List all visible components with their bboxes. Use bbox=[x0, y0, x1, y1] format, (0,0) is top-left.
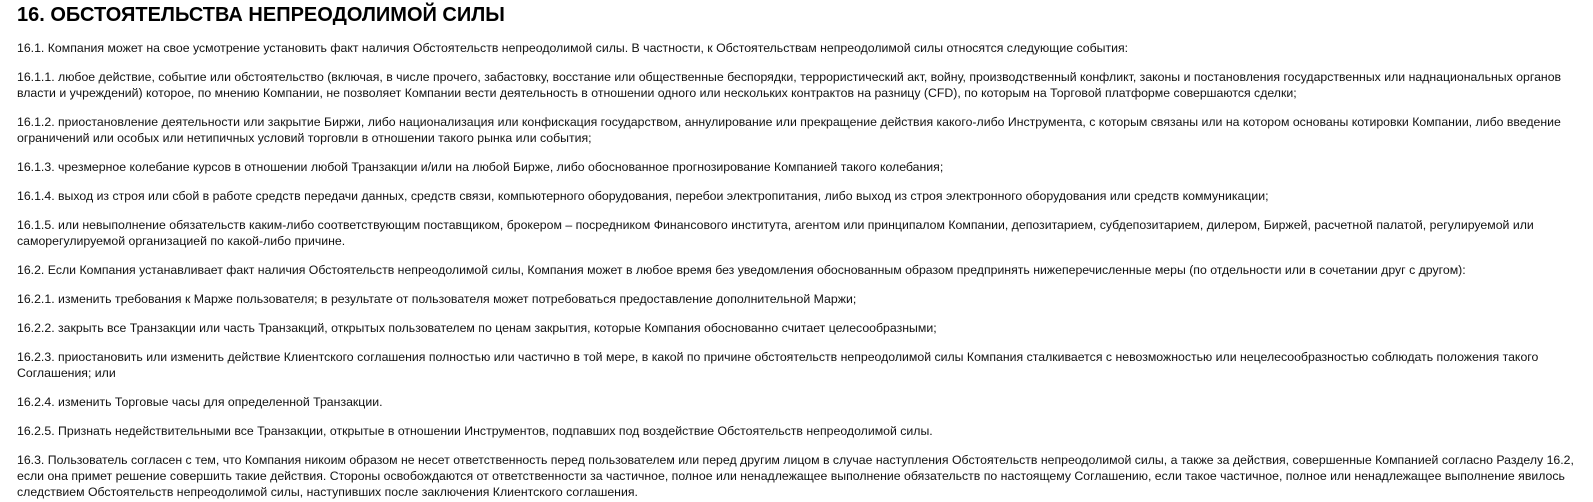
paragraph-16-2-5: 16.2.5. Признать недействительными все Транзакции, открытые в отношении Инструментов, подпавших под воздействие Обстоятельств непреодолимой силы. bbox=[17, 424, 933, 438]
paragraph-16-2-3: 16.2.3. приостановить или изменить действие Клиентского соглашения полностью или частично в той мере, в какой по причине обстоятельств непреодолимой силы Компания сталкивается с невозможностью или нецелесообразностью соблюдать положения такого Соглашения; или bbox=[17, 350, 1539, 380]
paragraph-16-1-1: 16.1.1. любое действие, событие или обстоятельство (включая, в числе прочего, забастовку, восстание или общественные беспорядки, террористический акт, войну, производственный конфликт, законы и постановления государственных или наднациональных органов власти и учреждений) которое, по мнению Компании, не позволяет Компании вести деятельность в отношении одного или нескольких контрактов на разницу (CFD), по которым на Торговой платформе совершаются сделки; bbox=[17, 70, 1562, 100]
paragraph-16-1-4: 16.1.4. выход из строя или сбой в работе средств передачи данных, средств связи, компьютерного оборудования, перебои электропитания, либо выход из строя электронного оборудования или средств коммуникации; bbox=[17, 189, 1269, 203]
paragraph-16-2: 16.2. Если Компания устанавливает факт наличия Обстоятельств непреодолимой силы, Компания может в любое время без уведомления обоснованным образом предпринять нижеперечисленные меры (по отдельности или в сочетании друг с другом): bbox=[17, 263, 1466, 277]
paragraph-16-1-3: 16.1.3. чрезмерное колебание курсов в отношении любой Транзакции и/или на любой Бирже, либо обоснованное прогнозирование Компанией такого колебания; bbox=[17, 160, 944, 174]
paragraph-16-3: 16.3. Пользователь согласен с тем, что Компания никоим образом не несет ответственность перед пользователем или перед другим лицом в случае наступления Обстоятельств непреодолимой силы, а также за действия, совершенные Компанией согласно Разделу 16.2, если она примет решение совершить такие действия. Стороны освобождаются от ответственности за частичное, полное или ненадлежащее выполнение обязательств по настоящему Соглашению, если такое частичное, полное или ненадлежащее выполнение явилось следствием Обстоятельств непреодолимой силы, наступивших после заключения Клиентского соглашения. bbox=[17, 453, 1574, 499]
paragraph-16-2-2: 16.2.2. закрыть все Транзакции или часть Транзакций, открытых пользователем по ценам закрытия, которые Компания обоснованно считает целесообразными; bbox=[17, 321, 937, 335]
paragraph-16-2-4: 16.2.4. изменить Торговые часы для определенной Транзакции. bbox=[17, 395, 383, 409]
paragraph-16-2-1: 16.2.1. изменить требования к Марже пользователя; в результате от пользователя может потребоваться предоставление дополнительной Маржи; bbox=[17, 292, 857, 306]
paragraph-16-1-2: 16.1.2. приостановление деятельности или закрытие Биржи, либо национализация или конфискация государством, аннулирование или прекращение действия какого-либо Инструмента, с которым связаны или на котором основаны котировки Компании, либо введение ограничений или особых или нетипичных условий торговли в отношении такого рынка или события; bbox=[17, 115, 1561, 145]
section-title: 16. ОБСТОЯТЕЛЬСТВА НЕПРЕОДОЛИМОЙ СИЛЫ bbox=[17, 4, 505, 26]
paragraph-16-1-5: 16.1.5. или невыполнение обязательств каким-либо соответствующим поставщиком, брокером – посредником Финансового института, агентом или принципалом Компании, депозитарием, субдепозитарием, дилером, Биржей, расчетной палатой, регулируемой или саморегулируемой организацией по какой-либо причине. bbox=[17, 218, 1534, 248]
paragraph-16-1: 16.1. Компания может на свое усмотрение установить факт наличия Обстоятельств непреодолимой силы. В частности, к Обстоятельствам непреодолимой силы относятся следующие события: bbox=[17, 41, 1129, 55]
